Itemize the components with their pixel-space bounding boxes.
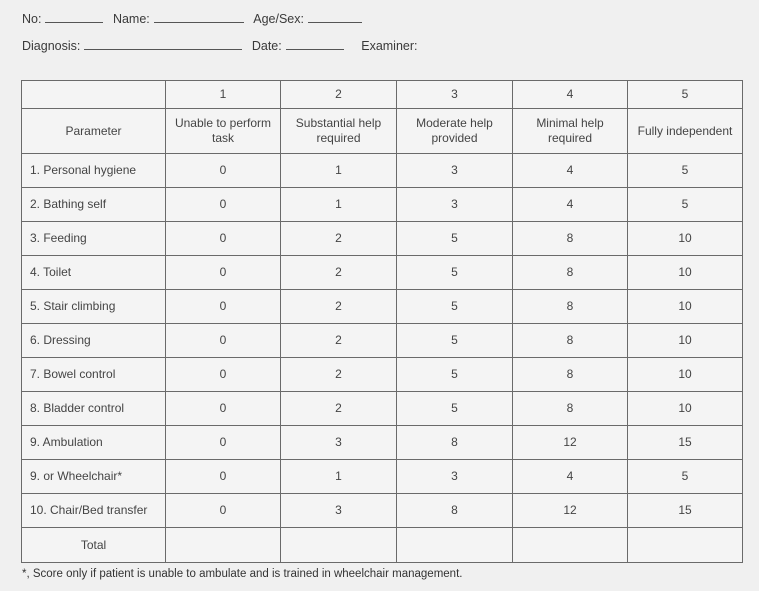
score-cell: 0 [166, 494, 281, 528]
date-label: Date: [251, 39, 282, 53]
parameter-cell: 4. Toilet [22, 256, 166, 290]
column-header: Minimal help required [513, 109, 628, 154]
score-cell: 3 [397, 460, 513, 494]
score-cell: 3 [397, 154, 513, 188]
total-cell[interactable] [166, 528, 281, 563]
score-cell: 1 [281, 460, 397, 494]
score-cell: 4 [513, 460, 628, 494]
score-cell: 10 [628, 256, 743, 290]
column-header: Fully independent [628, 109, 743, 154]
total-cell[interactable] [397, 528, 513, 563]
score-cell: 0 [166, 256, 281, 290]
score-cell: 0 [166, 222, 281, 256]
table-row [22, 188, 743, 222]
level-number-cell: 4 [513, 81, 628, 109]
score-cell: 12 [513, 494, 628, 528]
score-cell: 0 [166, 392, 281, 426]
score-cell: 10 [628, 290, 743, 324]
score-cell: 0 [166, 154, 281, 188]
score-cell: 2 [281, 392, 397, 426]
table-row [22, 358, 743, 392]
score-cell: 4 [513, 154, 628, 188]
score-cell: 2 [281, 324, 397, 358]
score-cell: 5 [628, 460, 743, 494]
score-cell: 12 [513, 426, 628, 460]
score-cell: 2 [281, 222, 397, 256]
score-cell: 4 [513, 188, 628, 222]
agesex-label: Age/Sex: [253, 12, 304, 26]
table-row [22, 324, 743, 358]
parameter-cell: 10. Chair/Bed transfer [22, 494, 166, 528]
no-label: No: [22, 12, 42, 26]
score-cell: 8 [513, 256, 628, 290]
score-cell: 3 [281, 426, 397, 460]
level-number-cell: 2 [281, 81, 397, 109]
total-label: Total [22, 528, 166, 563]
score-cell: 0 [166, 324, 281, 358]
table-row [22, 154, 743, 188]
score-cell: 8 [513, 358, 628, 392]
score-cell: 5 [397, 358, 513, 392]
parameter-cell: 6. Dressing [22, 324, 166, 358]
agesex-field[interactable] [308, 21, 362, 23]
score-cell: 0 [166, 290, 281, 324]
no-field[interactable] [45, 21, 103, 23]
score-cell: 2 [281, 290, 397, 324]
parameter-cell: 9. or Wheelchair* [22, 460, 166, 494]
score-cell: 0 [166, 426, 281, 460]
score-cell: 5 [628, 188, 743, 222]
score-cell: 8 [513, 222, 628, 256]
parameter-cell: 1. Personal hygiene [22, 154, 166, 188]
patient-info-line [22, 12, 368, 26]
score-cell: 2 [281, 256, 397, 290]
parameter-cell: 7. Bowel control [22, 358, 166, 392]
table-row [22, 494, 743, 528]
parameter-cell: 9. Ambulation [22, 426, 166, 460]
score-cell: 1 [281, 154, 397, 188]
level-number-cell [22, 81, 166, 109]
score-cell: 8 [397, 426, 513, 460]
parameter-cell: 8. Bladder control [22, 392, 166, 426]
table-row [22, 460, 743, 494]
score-cell: 10 [628, 222, 743, 256]
table-row [22, 392, 743, 426]
footnote: *, Score only if patient is unable to ambulate and is trained in wheelchair management. [22, 568, 463, 580]
examiner-label: Examiner: [361, 39, 418, 53]
score-cell: 15 [628, 494, 743, 528]
level-number-cell: 3 [397, 81, 513, 109]
table-row [22, 222, 743, 256]
name-field[interactable] [154, 21, 244, 23]
score-cell: 3 [281, 494, 397, 528]
score-cell: 5 [397, 392, 513, 426]
score-cell: 5 [397, 290, 513, 324]
score-cell: 5 [628, 154, 743, 188]
score-cell: 8 [513, 290, 628, 324]
score-cell: 8 [513, 392, 628, 426]
score-cell: 0 [166, 188, 281, 222]
diagnosis-label: Diagnosis: [22, 39, 81, 53]
column-header-row [22, 109, 743, 154]
parameter-cell: 3. Feeding [22, 222, 166, 256]
table-row [22, 426, 743, 460]
column-header: Parameter [22, 109, 166, 154]
diagnosis-field[interactable] [84, 48, 242, 50]
score-cell: 5 [397, 324, 513, 358]
parameter-cell: 2. Bathing self [22, 188, 166, 222]
column-header: Moderate help provided [397, 109, 513, 154]
score-cell: 8 [397, 494, 513, 528]
total-row [22, 528, 743, 563]
table-row [22, 290, 743, 324]
total-cell[interactable] [281, 528, 397, 563]
level-number-cell: 5 [628, 81, 743, 109]
score-cell: 5 [397, 222, 513, 256]
score-cell: 15 [628, 426, 743, 460]
score-cell: 1 [281, 188, 397, 222]
score-cell: 2 [281, 358, 397, 392]
parameter-cell: 5. Stair climbing [22, 290, 166, 324]
score-cell: 0 [166, 460, 281, 494]
score-cell: 8 [513, 324, 628, 358]
name-label: Name: [112, 12, 150, 26]
score-cell: 3 [397, 188, 513, 222]
score-cell: 0 [166, 358, 281, 392]
column-header: Substantial help required [281, 109, 397, 154]
barthel-score-table [21, 80, 743, 563]
date-field[interactable] [286, 48, 344, 50]
score-cell: 5 [397, 256, 513, 290]
level-number-row [22, 81, 743, 109]
total-cell[interactable] [628, 528, 743, 563]
total-cell[interactable] [513, 528, 628, 563]
score-cell: 10 [628, 358, 743, 392]
score-cell: 10 [628, 324, 743, 358]
column-header: Unable to perform task [166, 109, 281, 154]
table-row [22, 256, 743, 290]
score-cell: 10 [628, 392, 743, 426]
diagnosis-info-line [22, 39, 418, 53]
level-number-cell: 1 [166, 81, 281, 109]
